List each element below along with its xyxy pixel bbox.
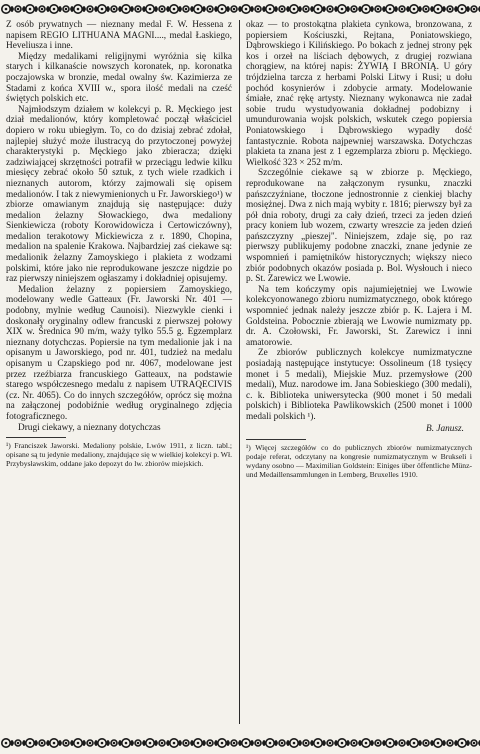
left-paragraph-5: Drugi ciekawy, a nieznany dotychczas bbox=[18, 422, 161, 433]
left-footnote: ¹) Franciszek Jaworski. Medaliony polskie, Lwów 1911, z liczn. tabl.; opisane są tu jedynie medaliony, znajdujące się w wielkiej kolekcyi p. Wł. Przybysławskim, oddane jako depozyt do lw. zbiorów miejskich. bbox=[6, 441, 232, 469]
right-paragraph-2: Szczególnie ciekawe są w zbiorze p. Męckiego, reprodukowane na załączonym rysunku, znaczki pańszczyźniane, tłoczone jednostronnie z cienkiej blachy mosiężnej. Dwa z nich mają wybity r. 1816; pierwszy był za pół dnia roboty, drugi za cały dzień, trzeci za jeden dzień pracy koniem lub wozem, czwarty wreszcie za jeden dzień pańszczyzny „pieszej". Niniejszem, zdaje się, po raz pierwszy publikujemy podobne znaczki, znane jedynie ze wspomnień i pamiętników historycznych; większy nieco zbiór podobnych okazów posiada p. Bol. Wysłouch i nieco p. St. Zarewicz we Lwowie. bbox=[246, 168, 472, 285]
right-footnote: ¹) Więcej szczegółów co do publicznych zbiorów numizmatycznych podaje referat, odczytany na kongresie numizmatycznym w Brukseli i wydany osobno — Maximilian Goldstein: Einiges über öffentliche Münz- und Medaillensammlungen in Lemberg, Bruxelles 1910. bbox=[246, 442, 472, 479]
right-paragraph-1: okaz — to prostokątna plakieta cynkowa, bronzowana, z popiersiem Kościuszki, Rejtana, Poniatowskiego, Dąbrowskiego i Kilińskiego. Po bokach z jednej strony pęk kos i orzeł na liściach dębowych, z drugiej rozwiana chorągiew, na której napis: ŻYWIĄ I BRONIĄ. U góry trójdzielna tarcza z herbami Polski Litwy i Rusi; u dołu pochód kosynierów i zdobycie armaty. Modelowanie śmiałe, znać rękę artysty. Nieznany wykonawca nie zadał sobie trudu wystudyowania dokładnej podobizny i umundurowania wojsk polskich, wskutek czego popiersia Poniatowskiego i Dąbrowskiego wypadły dość fantastycznie. Robota najpewniej warszawska. Dotychczas plakieta ta znana jest z 1 egzemplarza zbioru p. Męckiego. Wielkość 323 × 252 m/m. bbox=[246, 20, 472, 168]
right-paragraph-3: Na tem kończymy opis najumiejętniej we Lwowie kolekcyonowanego zbioru numizmatycznego, obok którego wspomnieć jednak należy jeszcze zbiór p. K. Lajera i M. Goldsteina. Pobocznie zbierają we Lwowie numizmaty pp. dr. A. Czołowski, Fr. Jaworski, St. Zarewicz i inni amatorowie. bbox=[246, 284, 472, 348]
left-paragraph-4: Medalion żelazny z popiersiem Zamoyskiego, modelowany wedle Gatteaux (Fr. Jaworski Nr. 401 — podobny, mylnie według Caunoisi). Niezwykle cienki i doskonały oryginalny odlew francuski z pierwszej połowy XIX w. Średnica 90 m/m, waży tylko 55.5 g. Egzemplarz nieznany dotychczas. Popiersie na tym medalionie jak i na opisanym u Jaworskiego, pod nr. 401, tudzież na medalu opisanym u Czapskiego pod nr. 4067, modelowane jest przez rzeźbiarza francuskiego Gatteaux, na podstawie starego współczesnego medalu z napisem UTRAQECIVIS (cz. Nr. 4065). Co do innych szczegółów, oprócz się można na załączonej podobiźnie według oryginalnego zdjęcia fotograficznego. bbox=[6, 284, 232, 422]
bottom-ornament-border bbox=[0, 734, 480, 752]
right-column bbox=[246, 20, 472, 479]
author-signature: B. Janusz. bbox=[426, 423, 464, 434]
left-paragraph-3: Najmłodszym działem w kolekcyi p. R. Męckiego jest dział medalionów, który kompletować począł właściciel dopiero w roku ubiegłym. To, co do dzisiaj zebrać zdołał, najlepiej służyć może ilustracyą do przytoczonej powyżej charakterystyki p. Męckiego jako zbieracza; dzięki zadziwiającej skrzętności potrafił w przeciągu ledwie kilku miesięcy zebrać około 50 sztuk, z tych wiele rzadkich i nieznanych autorom, którzy zajmowali się opisem medalionów. I tak z niewymienionych u Fr. Jaworskiego¹) w zbiorze omawianym znajdują się następujące: duży medalion żelazny Słowackiego, dwa medaliony Sienkiewicza (roboty Korowidowicza i Certowiczówny), medalion terakotowy Mickiewicza z r. 1890, Chopina, medalion na spalenie Krakowa. Najbardziej zaś ciekawe są: medalionik żelazny Zamoyskiego i plakieta z wodzami polskimi, które jako nie reprodukowane jeszcze nigdzie po raz pierwszy niniejszem ogłaszamy i dokładniej opisujemy. bbox=[6, 104, 232, 285]
top-ornament-border bbox=[0, 0, 480, 18]
left-paragraph-2: Między medalikami religijnymi wyróżnia się kilka starych i kilkanaście nowszych koronatek, np. koronatka poczajowska w bronzie, medal owalny św. Kazimierza ze Stadami z końca XVIII w., spora ilość medali na cześć świętych polskich etc. bbox=[6, 51, 232, 105]
footnote-rule-left bbox=[6, 437, 66, 438]
page-body bbox=[6, 20, 474, 732]
right-paragraph-4: Ze zbiorów publicznych kolekcye numizmatyczne posiadają następujące instytucye: Ossolineum (18 tysięcy monet i 5 medali), Miejskie Muz. przemysłowe (200 medali), Muz. narodowe im. Jana Sobieskiego (300 medali), c. k. Biblioteka uniwersytecka (900 monet i 50 medali polskich) i Biblioteka Pawlikowskich (2500 monet i 1000 medali polskich ¹). bbox=[246, 348, 472, 422]
left-paragraph-1: Z osób prywatnych — nieznany medal F. W. Hessena z napisem REGIO LITHUANA MAGNI...., medal Łaskiego, Heveliusza i inne. bbox=[6, 20, 232, 52]
footnote-rule-right bbox=[246, 439, 306, 440]
column-divider bbox=[239, 20, 240, 724]
left-column bbox=[6, 20, 232, 468]
